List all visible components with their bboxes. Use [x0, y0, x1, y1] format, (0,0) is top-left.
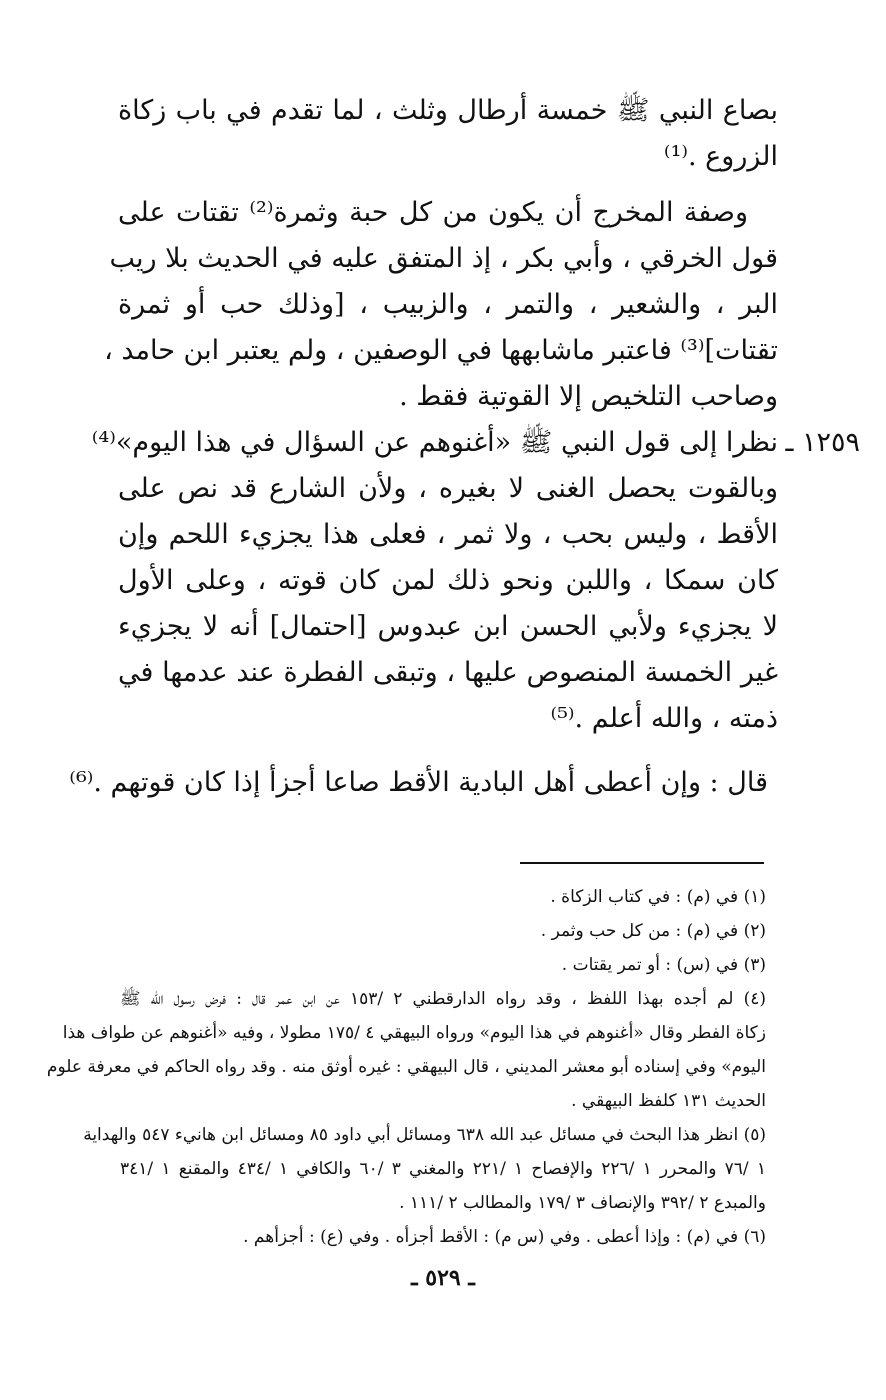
footnote: (٦) في (م) : وإذا أعطى . وفي (س م) : الأقط أجزأه . وفي (ع) : أجزأهم . [243, 1227, 766, 1247]
footnote: (٥) انظر هذا البحث في مسائل عبد الله ٦٣٨ ومسائل أبي داود ٨٥ ومسائل ابن هانيء ٥٤٧ والهداية [83, 1125, 766, 1145]
footnote: الحديث ١٣١ كلفظ البيهقي . [571, 1091, 766, 1111]
text-line: كان سمكا ، واللبن ونحو ذلك لمن كان قوته ، وعلى الأول [118, 565, 778, 596]
text-line: وصفة المخرج أن يكون من كل حبة وثمرة⁽²⁾ تقتات على [118, 197, 748, 228]
numbered-section [91, 420, 860, 742]
text-line: وبالقوت يحصل الغنى لا بغيره ، ولأن الشارع قد نص على [118, 473, 778, 504]
text-line: قول الخرقي ، وأبي بكر ، إذ المتفق عليه في الحديث بلا ريب [109, 243, 778, 274]
footnote: ١ /٧٦ والمحرر ١ /٢٢٦ والإفصاح ١ /٢٢١ والمغني ٣ /٦٠ والكافي ١ /٤٣٤ والمقنع ١ /٣٤١ [120, 1159, 766, 1179]
footnote: (٢) في (م) : من كل حب وثمر . [540, 921, 766, 941]
section-number: ١٢٥٩ ـ [785, 427, 860, 458]
footnote: (٣) في (س) : أو تمر يقتات . [561, 955, 766, 975]
text-line: ذمته ، والله أعلم .⁽⁵⁾ [550, 703, 778, 734]
footnote: زكاة الفطر وقال «أغنوهم في هذا اليوم» ورواه البيهقي ٤ /١٧٥ مطولا ، وفيه «أغنوهم عن طواف هذا [62, 1023, 766, 1043]
text-line: الزروع .⁽¹⁾ [663, 141, 778, 172]
text-line: نظرا إلى قول النبي ﷺ «أغنوهم عن السؤال في هذا اليوم»⁽⁴⁾ [91, 427, 778, 458]
text-line: الأقط ، وليس بحب ، ولا ثمر ، فعلى هذا يجزيء اللحم وإن [118, 519, 778, 550]
text-line: غير الخمسة المنصوص عليها ، وتبقى الفطرة عند عدمها في [118, 657, 778, 688]
closing-line: قال : وإن أعطى أهل البادية الأقط صاعا أجزأ إذا كان قوتهم .⁽⁶⁾ [69, 767, 768, 798]
footnote: (٤) لم أجده بهذا اللفظ ، وقد رواه الدارقطني ٢ /١٥٣ عن ابن عمر قال : فرض رسول الله ﷺ [120, 989, 766, 1009]
footnote: اليوم» وفي إسناده أبو معشر المديني ، قال البيهقي : غيره أوثق منه . وقد رواه الحاكم في معرفة علوم [46, 1057, 766, 1077]
footnote-divider [520, 862, 764, 864]
text-line: بصاع النبي ﷺ خمسة أرطال وثلث ، لما تقدم في باب زكاة [118, 95, 778, 126]
text-line: وصاحب التلخيص إلا القوتية فقط . [399, 381, 778, 412]
text-line: لا يجزيء ولأبي الحسن ابن عبدوس [احتمال] أنه لا يجزيء [118, 611, 778, 642]
text-line: تقتات]⁽³⁾ فاعتبر ماشابهها في الوصفين ، ولم يعتبر ابن حامد ، [104, 335, 778, 366]
main-text [91, 88, 860, 742]
page-number: ـ ٥٢٩ ـ [411, 1265, 475, 1291]
text-line: البر ، والشعير ، والتمر ، والزبيب ، [وذلك حب أو ثمرة [118, 289, 778, 320]
footnote: والمبدع ٢ /٣٩٢ والإنصاف ٣ /١٧٩ والمطالب ٢ /١١١ . [399, 1193, 766, 1213]
footnotes [46, 880, 766, 1254]
footnote: (١) في (م) : في كتاب الزكاة . [550, 887, 766, 907]
